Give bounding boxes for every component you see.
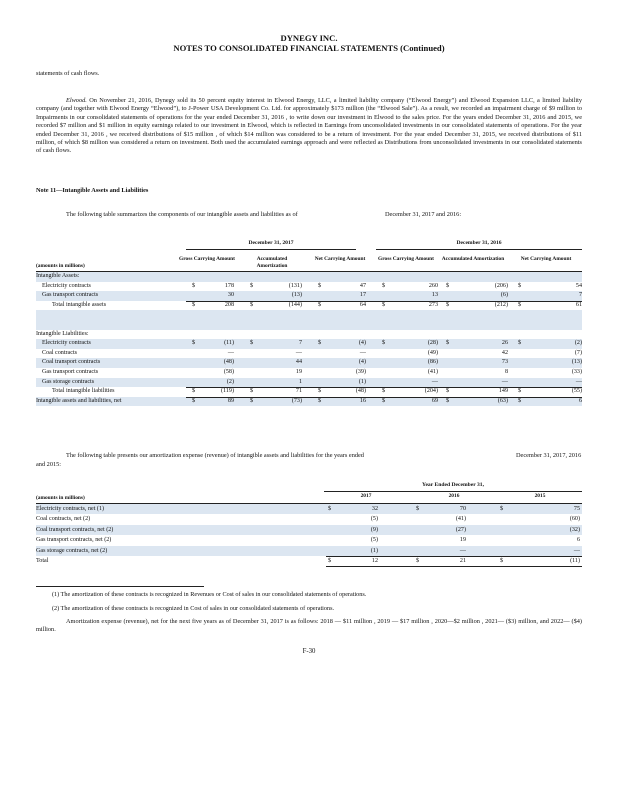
value-cell: (206) — [494, 282, 508, 289]
company-name: DYNEGY INC. — [280, 33, 338, 43]
value-cell: (212) — [494, 301, 508, 308]
currency-symbol: $ — [500, 506, 504, 512]
value-cell: (9) — [370, 526, 378, 533]
value-cell: — — [431, 378, 438, 385]
currency-symbol: $ — [518, 301, 522, 308]
page-title: NOTES TO CONSOLIDATED FINANCIAL STATEMENTS (Continued) — [173, 43, 445, 53]
currency-symbol: $ — [446, 397, 450, 404]
closing-paragraph: Amortization expense (revenue), net for the next five years as of December 31, 2017 is as follows: 2018 — $11 million , 2019 — $17 million , 2020—$2 million , 2021— ($3) million, and 2022— ($4) million. — [36, 618, 582, 634]
note11-intro: The following table summarizes the components of our intangible assets and liabilities as of — [66, 211, 298, 218]
currency-symbol: $ — [382, 397, 386, 404]
amort-intro-dates: December 31, 2017, 2016 — [516, 452, 582, 459]
footnote-separator — [36, 586, 204, 587]
currency-symbol: $ — [382, 340, 386, 347]
row-label: Gas transport contracts, net (2) — [36, 537, 112, 544]
value-cell: 12 — [371, 558, 378, 564]
value-cell: (41) — [455, 516, 466, 523]
group-2016-header: December 31, 2016 — [456, 240, 502, 246]
value-cell: (58) — [223, 369, 234, 375]
intangibles-table — [36, 240, 582, 460]
currency-symbol: $ — [446, 282, 450, 289]
currency-symbol: $ — [382, 301, 386, 308]
currency-symbol: $ — [192, 388, 196, 395]
col-gross-2016: Gross Carrying Amount — [378, 256, 434, 262]
value-cell: 16 — [359, 397, 366, 404]
currency-symbol: $ — [318, 397, 322, 404]
value-cell: (73) — [291, 397, 302, 404]
col-year-2016: 2016 — [448, 493, 460, 499]
currency-symbol: $ — [446, 388, 450, 395]
currency-symbol: $ — [446, 301, 450, 308]
value-cell: 19 — [459, 537, 466, 544]
currency-symbol: $ — [328, 506, 332, 512]
currency-symbol: $ — [192, 282, 196, 289]
row-label: Electricity contracts — [42, 340, 91, 347]
group-2017-rule — [186, 249, 356, 250]
value-cell: — — [459, 547, 466, 554]
value-cell: 73 — [501, 359, 508, 366]
value-cell: — — [575, 378, 582, 385]
footnote-1: (1) The amortization of these contracts is recognized in Revenues or Cost of sales in our consolidated statements of operations. — [52, 591, 367, 598]
table2-units: (amounts in millions) — [36, 495, 85, 501]
table-row — [36, 291, 582, 301]
table-row — [36, 310, 582, 320]
currency-symbol: $ — [416, 506, 420, 512]
table-row — [36, 301, 582, 311]
value-cell: 273 — [428, 301, 438, 308]
col-accum-2017: Accumulated Amortization — [256, 256, 288, 269]
total-rule — [326, 556, 582, 557]
table-row — [36, 556, 582, 566]
table-row — [36, 514, 582, 524]
currency-symbol: $ — [318, 301, 322, 308]
value-cell: (131) — [288, 282, 302, 289]
value-cell: — — [501, 378, 508, 385]
value-cell: 75 — [573, 506, 580, 512]
total-rule — [326, 566, 582, 567]
value-cell: 89 — [227, 397, 234, 404]
row-label: Gas storage contracts — [42, 378, 95, 385]
value-cell: (48) — [223, 359, 234, 366]
value-cell: 7 — [578, 292, 582, 299]
group-2016-rule — [376, 249, 582, 250]
currency-symbol: $ — [382, 282, 386, 289]
intro-line: statements of cash flows. — [36, 70, 100, 77]
elwood-label: Elwood. — [66, 97, 87, 104]
currency-symbol: $ — [416, 558, 420, 564]
row-label: Coal contracts, net (2) — [36, 516, 91, 523]
page-number: F-30 — [302, 648, 316, 655]
currency-symbol: $ — [518, 340, 522, 347]
value-cell: 21 — [459, 558, 466, 564]
value-cell: (204) — [424, 388, 438, 395]
value-cell: (27) — [455, 526, 466, 533]
value-cell: (5) — [370, 516, 378, 523]
currency-symbol: $ — [250, 397, 254, 404]
value-cell: (1) — [370, 547, 378, 554]
row-label: Electricity contracts — [42, 282, 91, 289]
value-cell: (33) — [571, 369, 582, 375]
value-cell: 178 — [224, 282, 234, 289]
value-cell: — — [295, 349, 302, 356]
col-year-2015: 2015 — [534, 493, 546, 499]
amortization-table — [36, 482, 582, 586]
table-row — [36, 330, 582, 340]
col-gross-2017: Gross Carrying Amount — [179, 256, 235, 262]
value-cell: — — [573, 547, 580, 554]
value-cell: 26 — [501, 340, 508, 347]
elwood-text: On November 21, 2016, Dynegy sold its 50 percent equity interest in Elwood Energy, LLC, a limited liability company (“Elwood Energy”) and Elwood Expansion LLC, a limited liability company (and together with Elwood Energy “Elwood”), to J-Power USA Development Co. Ltd. for approximately $173 million (the “Elwood Sale”). As a result, we recorded an impairment charge of $9 million to Impairments in our consolidated statements of operations for the year ended December 31, 2016 , to write down our investment in Elwood to the sales price. For the years ended December 31, 2016 and 2015, we recorded $7 million and $1 million in equity earnings related to our investment in Elwood, which is reflected in Earnings from unconsolidated investments in our consolidated statements of operations. For the year ended December 31, 2016 , we received distributions of $15 million , of which $14 million was considered to be a return of investment. For the year ended December 31, 2015, we received distributions of $11 million, of which $8 million was considered a return on investment. Both used the accumulated earnings approach and were reflected as Distributions from unconsolidated investments in our consolidated statements of cash flows. — [36, 97, 582, 155]
currency-symbol: $ — [518, 388, 522, 395]
value-cell: 42 — [501, 349, 508, 356]
table-row — [36, 349, 582, 359]
table-row — [36, 378, 582, 388]
year-ended-rule — [324, 491, 582, 492]
value-cell: (60) — [569, 516, 580, 523]
value-cell: (86) — [427, 359, 438, 366]
value-cell: 260 — [428, 282, 438, 289]
value-cell: (32) — [569, 526, 580, 533]
note11-intro-date: December 31, 2017 and 2016: — [385, 211, 462, 218]
value-cell: 71 — [295, 388, 302, 395]
table-row — [36, 546, 582, 556]
total-rule — [186, 397, 582, 398]
row-label: Gas transport contracts — [42, 292, 99, 299]
table-row — [36, 525, 582, 535]
value-cell: (49) — [427, 349, 438, 356]
value-cell: (13) — [291, 292, 302, 299]
table-row — [36, 387, 582, 397]
col-accum-2016: Accumulated Amortization — [441, 256, 505, 262]
value-cell: (39) — [355, 369, 366, 375]
value-cell: 47 — [359, 282, 366, 289]
total-rule — [186, 301, 582, 302]
table-row — [36, 272, 582, 282]
row-label: Gas storage contracts, net (2) — [36, 547, 108, 554]
row-label: Intangible Assets: — [36, 273, 80, 279]
row-label: Total — [36, 558, 49, 564]
value-cell: (63) — [497, 397, 508, 404]
value-cell: 64 — [359, 301, 366, 308]
table-row — [36, 535, 582, 545]
value-cell: (41) — [427, 369, 438, 375]
currency-symbol: $ — [446, 340, 450, 347]
value-cell: 70 — [459, 506, 466, 512]
table-row — [36, 504, 582, 514]
col-year-2017: 2017 — [360, 493, 372, 499]
value-cell: (4) — [358, 359, 366, 366]
table-row — [36, 282, 582, 292]
value-cell: 44 — [295, 359, 302, 366]
currency-symbol: $ — [518, 282, 522, 289]
value-cell: 69 — [431, 397, 438, 404]
value-cell: (28) — [427, 340, 438, 347]
amort-intro: The following table presents our amortization expense (revenue) of intangible assets and liabilities for the years ended — [66, 452, 364, 459]
row-label: Electricity contracts, net (1) — [36, 506, 105, 512]
value-cell: (2) — [574, 340, 582, 347]
currency-symbol: $ — [192, 340, 196, 347]
currency-symbol: $ — [250, 301, 254, 308]
value-cell: (5) — [370, 537, 378, 544]
row-label: Coal transport contracts — [42, 359, 101, 366]
currency-symbol: $ — [318, 340, 322, 347]
value-cell: 149 — [498, 388, 508, 395]
table-row — [36, 339, 582, 349]
row-label: Coal contracts — [42, 349, 78, 356]
currency-symbol: $ — [250, 282, 254, 289]
currency-symbol: $ — [318, 388, 322, 395]
value-cell: (11) — [224, 340, 234, 347]
row-label: Intangible Liabilities: — [36, 330, 89, 337]
value-cell: 1 — [298, 378, 302, 385]
group-2017-header: December 31, 2017 — [248, 240, 294, 246]
col-net-2017: Net Carrying Amount — [314, 256, 366, 262]
currency-symbol: $ — [250, 340, 254, 347]
amort-intro-years: and 2015: — [36, 461, 62, 468]
row-label: Intangible assets and liabilities, net — [36, 397, 122, 404]
value-cell: 6 — [578, 397, 582, 404]
currency-symbol: $ — [500, 558, 504, 564]
value-cell: 32 — [371, 506, 378, 512]
footnote-2: (2) The amortization of these contracts is recognized in Cost of sales in our consolidated statements of operations. — [52, 605, 335, 612]
year-ended-header: Year Ended December 31, — [422, 482, 484, 488]
table-row — [36, 368, 582, 378]
total-rule — [186, 387, 582, 388]
value-cell: (4) — [358, 340, 366, 347]
value-cell: (11) — [570, 558, 580, 564]
value-cell: (1) — [358, 378, 366, 385]
row-label: Total intangible liabilities — [52, 388, 115, 395]
value-cell: 19 — [295, 369, 302, 375]
value-cell: (13) — [571, 359, 582, 366]
currency-symbol: $ — [328, 558, 332, 564]
row-label: Gas transport contracts — [42, 369, 99, 375]
value-cell: 17 — [359, 292, 366, 299]
value-cell: 208 — [224, 301, 234, 308]
table-row — [36, 320, 582, 330]
value-cell: — — [359, 349, 366, 356]
elwood-paragraph — [36, 97, 582, 156]
value-cell: (2) — [226, 378, 234, 385]
row-label: Coal transport contracts, net (2) — [36, 526, 114, 533]
value-cell: 30 — [227, 292, 234, 299]
currency-symbol: $ — [192, 301, 196, 308]
currency-symbol: $ — [518, 397, 522, 404]
col-net-2016: Net Carrying Amount — [520, 256, 572, 262]
currency-symbol: $ — [192, 397, 196, 404]
value-cell: (7) — [574, 349, 582, 356]
value-cell: (55) — [571, 388, 582, 395]
currency-symbol: $ — [382, 388, 386, 395]
value-cell: 7 — [298, 340, 302, 347]
note11-heading: Note 11—Intangible Assets and Liabilities — [36, 187, 149, 194]
value-cell: 8 — [504, 369, 508, 375]
value-cell: 13 — [431, 292, 438, 299]
value-cell: — — [227, 349, 234, 356]
value-cell: (119) — [221, 388, 234, 395]
currency-symbol: $ — [250, 388, 254, 395]
currency-symbol: $ — [318, 282, 322, 289]
value-cell: (48) — [355, 388, 366, 395]
table-row — [36, 397, 582, 407]
table-row — [36, 358, 582, 368]
value-cell: (144) — [288, 301, 302, 308]
row-label: Total intangible assets — [52, 301, 107, 308]
value-cell: 54 — [575, 282, 582, 289]
value-cell: 6 — [576, 537, 580, 544]
table1-units: (amounts in millions) — [36, 263, 85, 269]
value-cell: (6) — [500, 292, 508, 299]
value-cell: 61 — [575, 301, 582, 308]
